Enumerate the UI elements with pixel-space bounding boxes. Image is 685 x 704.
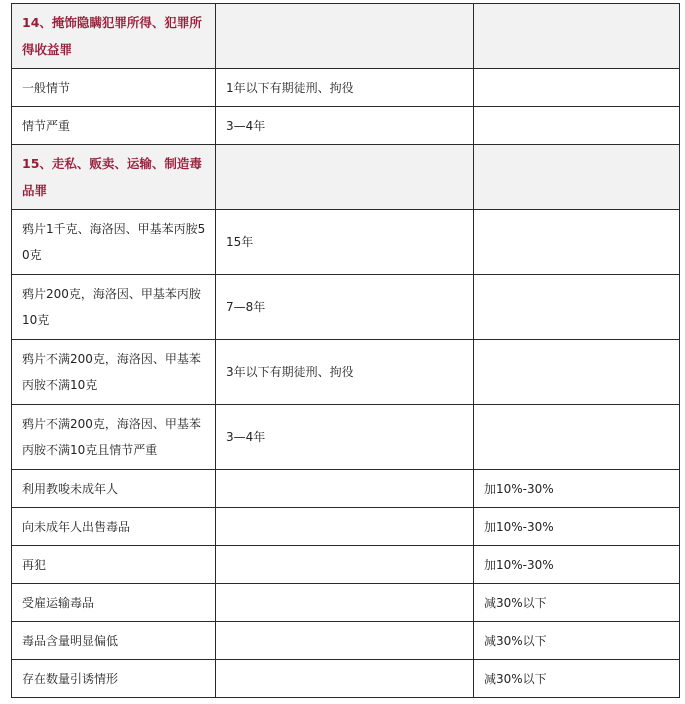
crime-title-14: 14、掩饰隐瞒犯罪所得、犯罪所得收益罪 (12, 4, 216, 69)
table-row (12, 405, 680, 470)
table-row (12, 69, 680, 107)
adjustment-cell (474, 405, 680, 470)
adjustment-cell (474, 107, 680, 145)
circumstance-cell: 情节严重 (12, 107, 216, 145)
table-row (12, 210, 680, 275)
circumstance-cell: 毒品含量明显偏低 (12, 622, 216, 660)
base-sentence-cell: 3年以下有期徒刑、拘役 (216, 340, 474, 405)
base-sentence-cell (216, 660, 474, 698)
table-cell (474, 145, 680, 210)
circumstance-cell: 一般情节 (12, 69, 216, 107)
adjustment-cell: 加10%-30% (474, 508, 680, 546)
base-sentence-cell: 3—4年 (216, 405, 474, 470)
base-sentence-cell: 3—4年 (216, 107, 474, 145)
table-row (12, 660, 680, 698)
table-row (12, 107, 680, 145)
circumstance-cell: 鸦片不满200克，海洛因、甲基苯丙胺不满10克且情节严重 (12, 405, 216, 470)
base-sentence-cell: 15年 (216, 210, 474, 275)
table-cell (216, 4, 474, 69)
base-sentence-cell (216, 546, 474, 584)
table-row (12, 584, 680, 622)
table-row (12, 340, 680, 405)
circumstance-cell: 向未成年人出售毒品 (12, 508, 216, 546)
circumstance-cell: 再犯 (12, 546, 216, 584)
base-sentence-cell (216, 470, 474, 508)
table-row (12, 275, 680, 340)
base-sentence-cell: 7—8年 (216, 275, 474, 340)
circumstance-cell: 鸦片200克，海洛因、甲基苯丙胺10克 (12, 275, 216, 340)
table-row-crime-15 (12, 145, 680, 210)
circumstance-cell: 鸦片1千克、海洛因、甲基苯丙胺50克 (12, 210, 216, 275)
base-sentence-cell (216, 622, 474, 660)
table-row (12, 470, 680, 508)
table-cell (474, 4, 680, 69)
adjustment-cell (474, 275, 680, 340)
table-cell (216, 145, 474, 210)
circumstance-cell: 受雇运输毒品 (12, 584, 216, 622)
circumstance-cell: 利用教唆未成年人 (12, 470, 216, 508)
adjustment-cell (474, 210, 680, 275)
adjustment-cell: 减30%以下 (474, 660, 680, 698)
crime-title-15: 15、走私、贩卖、运输、制造毒品罪 (12, 145, 216, 210)
circumstance-cell: 鸦片不满200克，海洛因、甲基苯丙胺不满10克 (12, 340, 216, 405)
adjustment-cell: 加10%-30% (474, 470, 680, 508)
table-body (12, 4, 680, 698)
table-row (12, 508, 680, 546)
base-sentence-cell (216, 584, 474, 622)
base-sentence-cell (216, 508, 474, 546)
table-row-crime-14 (12, 4, 680, 69)
adjustment-cell: 减30%以下 (474, 622, 680, 660)
table-row (12, 546, 680, 584)
adjustment-cell: 减30%以下 (474, 584, 680, 622)
adjustment-cell (474, 69, 680, 107)
adjustment-cell: 加10%-30% (474, 546, 680, 584)
base-sentence-cell: 1年以下有期徒刑、拘役 (216, 69, 474, 107)
circumstance-cell: 存在数量引诱情形 (12, 660, 216, 698)
adjustment-cell (474, 340, 680, 405)
sentencing-table (11, 3, 680, 698)
table-row (12, 622, 680, 660)
